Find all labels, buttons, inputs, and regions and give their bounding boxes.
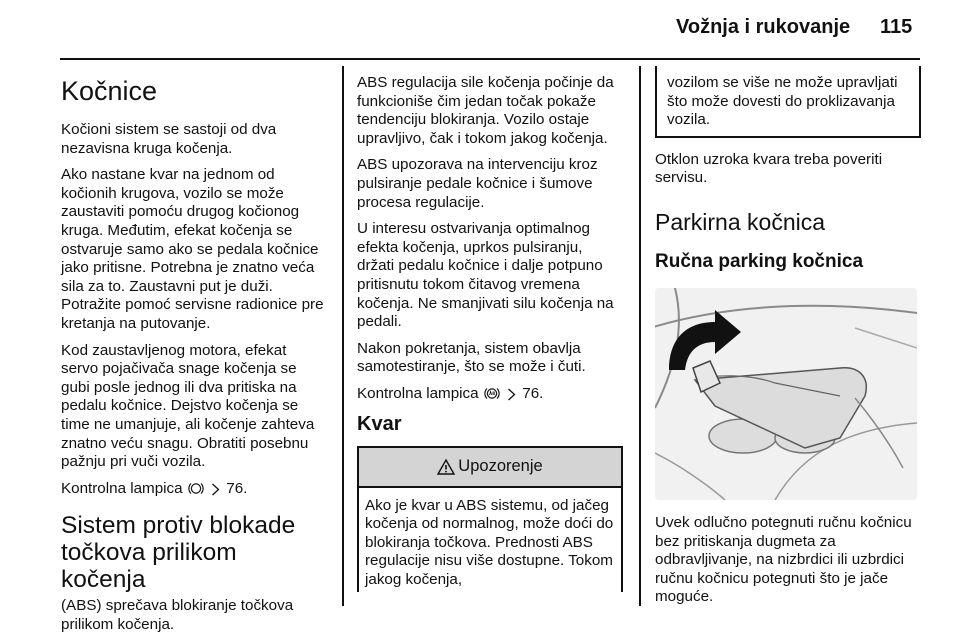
handbrake-illustration (655, 288, 917, 500)
subheading-hand-brake: Ručna parking kočnica (655, 250, 864, 272)
section-heading-abs: Sistem protiv blokade točkova prilikom kočenja (61, 512, 296, 594)
paragraph: (ABS) sprečava blokiranje točkova prilikom kočenja. (61, 597, 294, 633)
left-column (61, 66, 327, 642)
section-heading-parking-brake: Parkirna kočnica (655, 208, 826, 235)
lamp-label: Kontrolna lampica (61, 479, 183, 497)
column-divider-1 (342, 66, 344, 606)
brake-warning-lamp-icon (188, 481, 204, 496)
paragraph: ABS upozorava na intervenciju kroz pulsiranje pedale kočnice i šumove procesa regulacije. (357, 156, 598, 211)
handbrake-lever-image (655, 288, 917, 500)
warning-text: Ako je kvar u ABS sistemu, od jačeg kočenja od normalnog, može doći do blokiranja točkova. Prednosti ABS regulacije nisu više dostupne. Tokom jakog kočenja, (365, 496, 614, 588)
warning-triangle-icon (437, 459, 455, 475)
paragraph: Kod zaustavljenog motora, efekat servo pojačivača snage kočenja se gubi posle jednog ili dva pritiska na pedalu kočnice. Dejstvo kočenja se time ne umanjuje, ali kočenje zahteva znatno veću snagu. Obratiti posebnu pažnju pri vuči vozila. (61, 341, 315, 471)
warning-title: Upozorenje (458, 457, 543, 476)
paragraph: Otklon uzroka kvara treba poveriti servisu. (655, 150, 883, 187)
paragraph: Uvek odlučno potegnuti ručnu kočnicu bez pritiskanja dugmeta za odbravljivanje, na nizbrdici ili uzbrdici ručnu kočnicu potegnuti što je jače moguće. (655, 513, 912, 606)
warning-box-continued (655, 66, 921, 138)
lamp-label: Kontrolna lampica (357, 384, 479, 402)
page-reference-arrow-icon (211, 483, 220, 496)
paragraph: Ako nastane kvar na jednom od kočionih krugova, vozilo se može zaustaviti pomoću drugog kočionog kruga. Međutim, efekat kočenja se ostvaruje samo ako se pedala kočnice jako pritisne. Potrebna je znatno veća sila za to. Zaustavni put je duži. Potražite pomoć servisne radionice pre kretanja na putovanje. (61, 166, 324, 332)
paragraph: Kočioni sistem se sastoji od dva nezavisna kruga kočenja. (61, 121, 277, 157)
warning-text-continued: vozilom se više ne može upravljati što može dovesti do proklizavanja vozila. (667, 74, 898, 129)
subheading-fault: Kvar (357, 412, 402, 435)
page-number: 115 (880, 16, 913, 38)
lamp-page-ref: 76. (522, 384, 544, 402)
warning-header (359, 448, 621, 488)
column-divider-2 (639, 66, 641, 606)
header-divider (60, 58, 920, 60)
lamp-reference (357, 385, 623, 404)
paragraph: ABS regulacija sile kočenja počinje da funkcioniše čim jedan točak pokaže tendenciju blokiranja. Vozilo ostaje upravljivo, čak i tokom jakog kočenja. (357, 74, 614, 147)
lamp-page-ref: 76. (226, 479, 248, 497)
middle-column (357, 66, 623, 592)
right-column (655, 66, 921, 615)
section-heading-brakes: Kočnice (61, 76, 158, 106)
warning-box (357, 446, 623, 592)
running-header: Vožnja i rukovanje (676, 16, 851, 38)
paragraph: Nakon pokretanja, sistem obavlja samotestiranje, što se može i čuti. (357, 339, 586, 376)
lamp-reference (61, 480, 327, 499)
page-reference-arrow-icon (507, 388, 516, 401)
paragraph: U interesu ostvarivanja optimalnog efekta kočenja, uprkos pulsiranju, držati pedalu kočnice i dalje potpuno pritisnutu tokom čitavog vremena kočenja. Ne smanjivati silu kočenja na pedali. (357, 220, 614, 331)
abs-warning-lamp-icon (484, 386, 500, 401)
